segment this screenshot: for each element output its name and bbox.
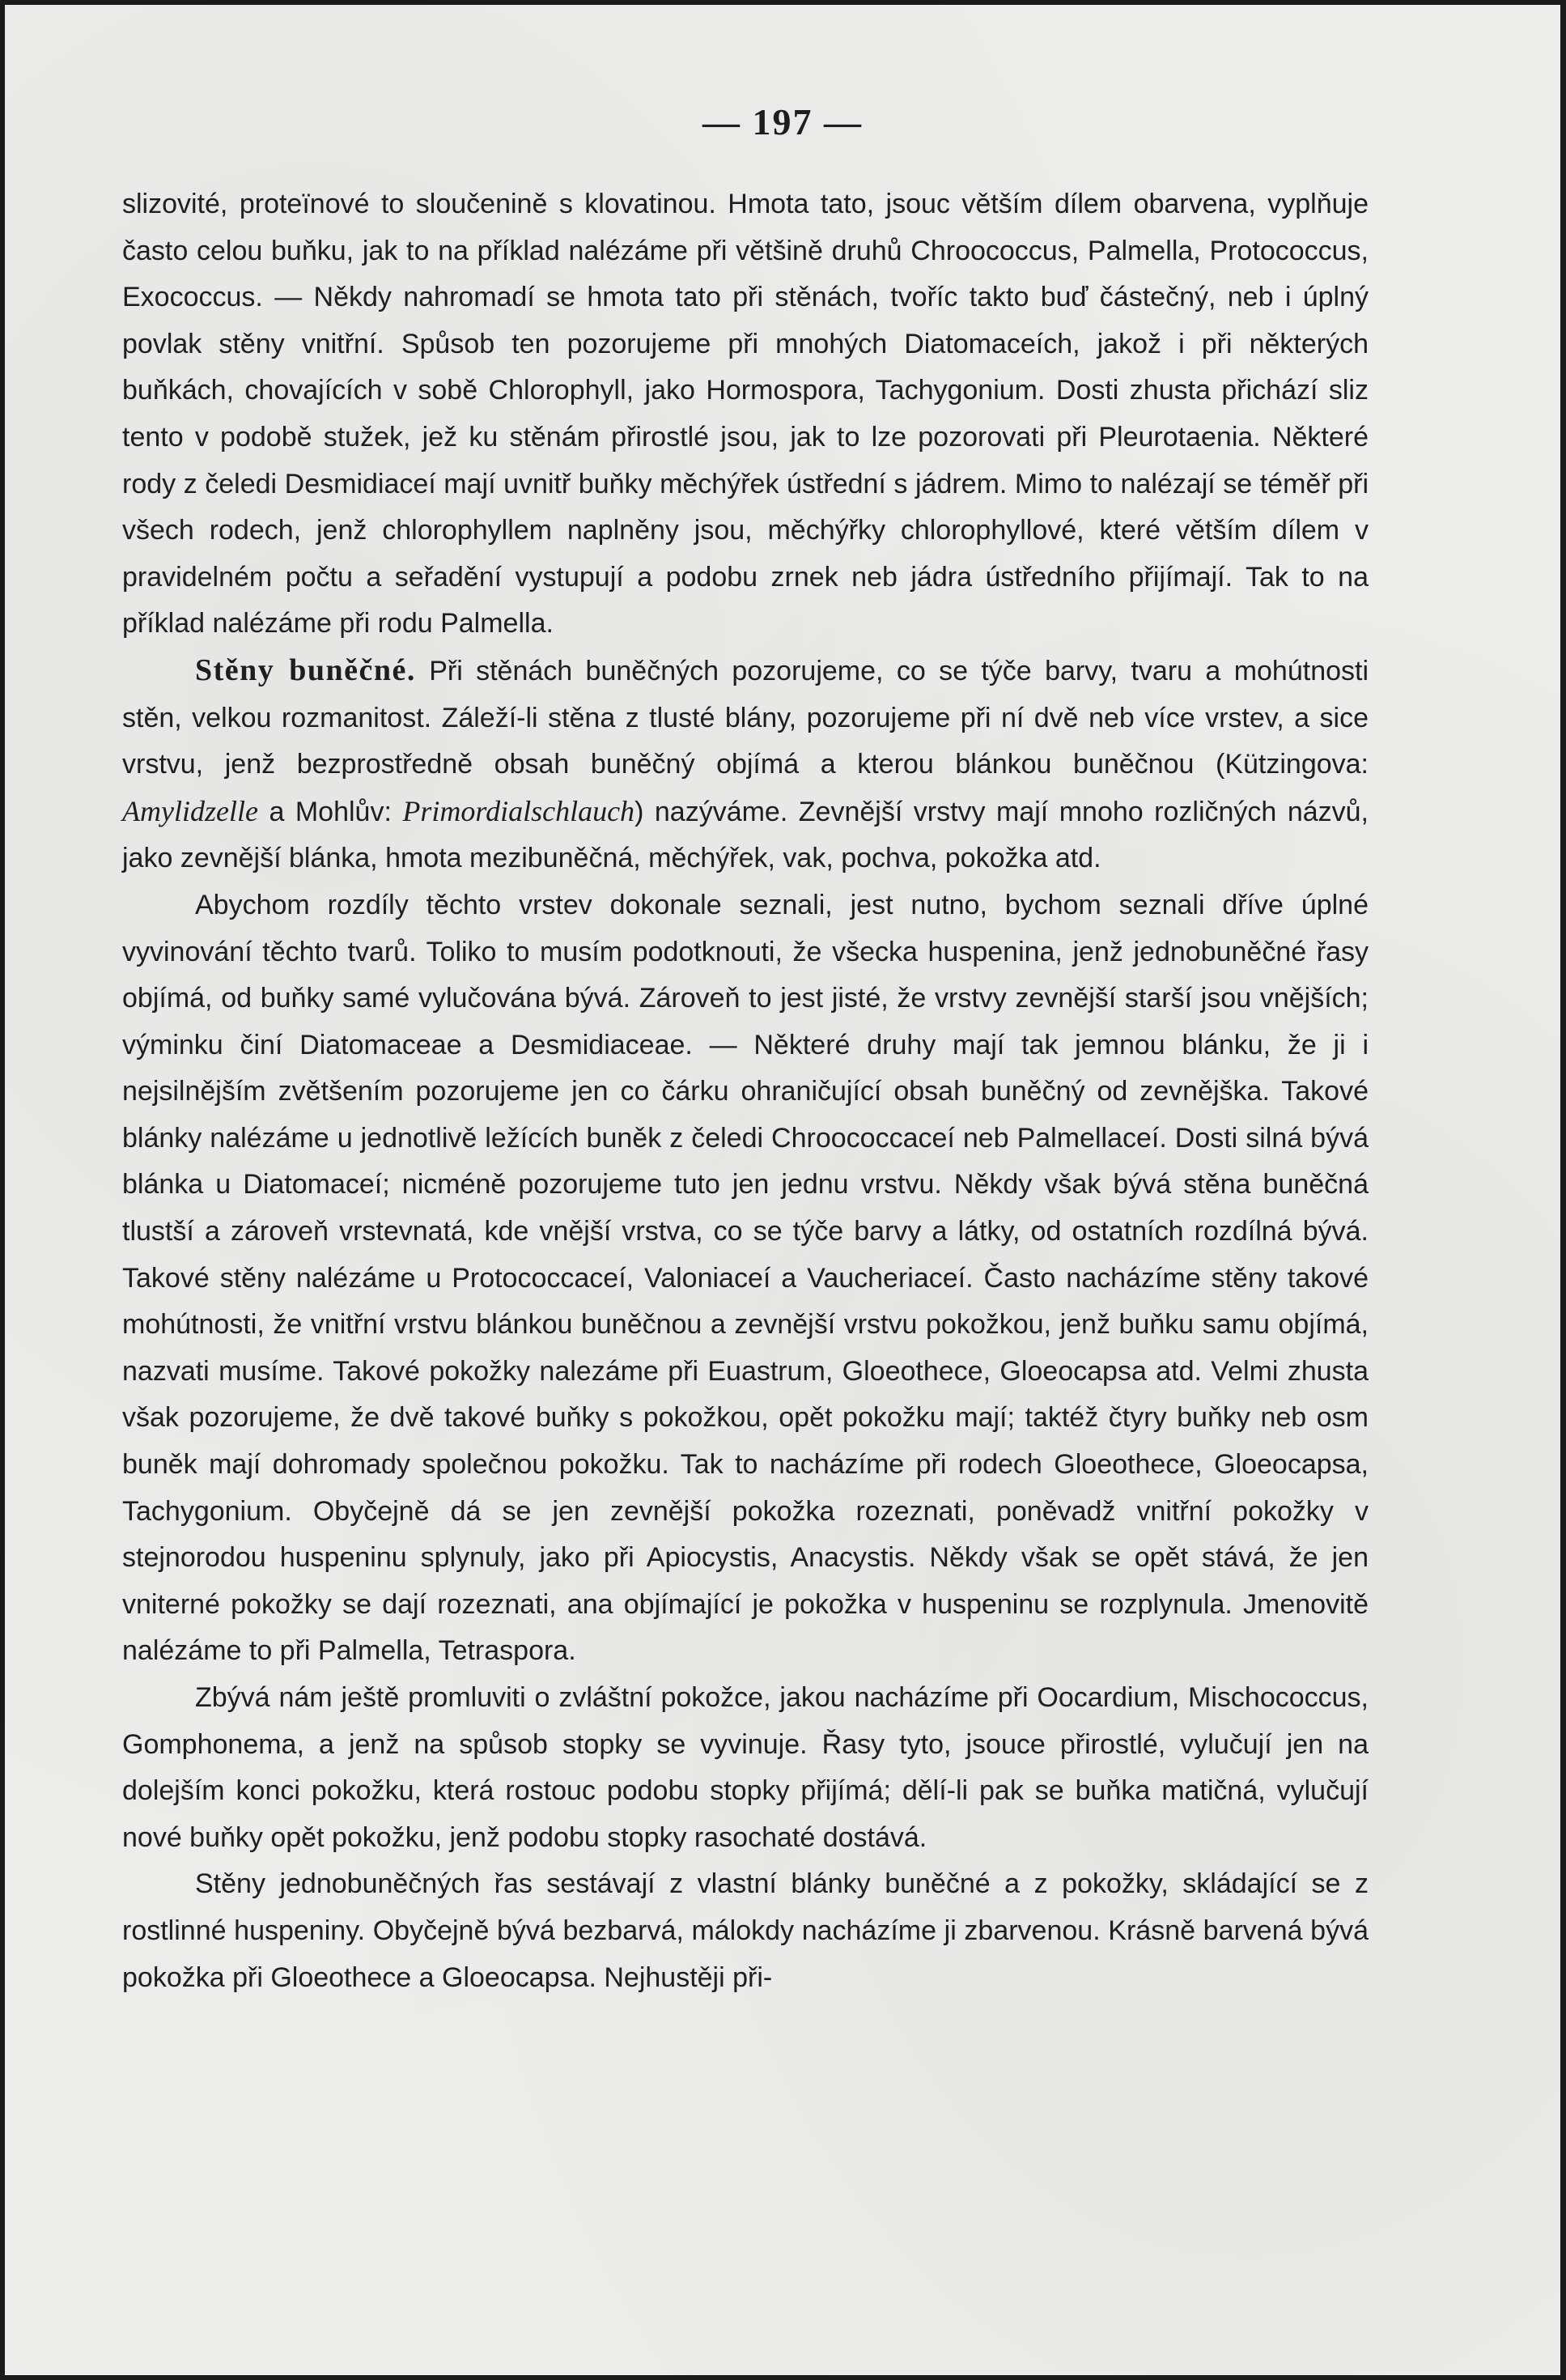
- paragraph-2-text-a: Při stěnách buněčných pozorujeme, co se týče barvy, tvaru a mohútnosti stěn, velkou rozmanitost. Záleží-li stěna z tlusté blány, pozorujeme při ní dvě neb více vrstev, a sice vrstvu, jenž bezprostředně obsah buněčný objímá a kterou blánkou buněčnou (Kützingova:: [122, 655, 1369, 780]
- term-primordialschlauch: Primordialschlauch: [402, 794, 635, 827]
- paragraph-3: Abychom rozdíly těchto vrstev dokonale seznali, jest nutno, bychom seznali dříve úplné vyvinování těchto tvarů. Toliko to musím podotknouti, že všecka huspenina, jenž jednobuněčné řasy objímá, od buňky samé vylučována bývá. Zároveň to jest jisté, že vrstvy zevnější starší jsou vnějších; výminku činí Diatomaceae a Desmidiaceae. — Některé druhy mají tak jemnou blánku, že ji i nejsilnějším zvětšením pozorujeme jen co čárku ohraničující obsah buněčný od zevnějška. Takové blánky nalézáme u jednotlivě ležících buněk z čeledi Chroococcaceí neb Palmellaceí. Dosti silná bývá blánka u Diatomaceí; nicméně pozorujeme tuto jen jednu vrstvu. Někdy však bývá stěna buněčná tlustší a zároveň vrstevnatá, kde vnější vrstva, co se týče barvy a látky, od ostatních rozdílná bývá. Takové stěny nalézáme u Protococcaceí, Valoniaceí a Vaucheriaceí. Často nacházíme stěny takové mohútnosti, že vnitřní vrstvu blánkou buněčnou a zevnější vrstvu pokožkou, jenž buňku samu objímá, nazvati musíme. Takové pokožky nalezáme při Euastrum, Gloeothece, Gloeocapsa atd. Velmi zhusta však pozorujeme, že dvě takové buňky s pokožkou, opět pokožku mají; taktéž čtyry buňky neb osm buněk mají dohromady společnou pokožku. Tak to nacházíme při rodech Gloeothece, Gloeocapsa, Tachygonium. Obyčejně dá se jen zevnější pokožka rozeznati, poněvadž vnitřní pokožky v stejnorodou huspeninu splynuly, jako při Apiocystis, Anacystis. Někdy však se opět stává, že jen vniterné pokožky se dají rozeznati, ana objímající je pokožka v huspeninu se rozplynula. Jmenovitě nalézáme to při Palmella, Tetraspora.: [122, 889, 1369, 1667]
- book-page: [5, 5, 1560, 2375]
- paragraph-4: Zbývá nám ještě promluviti o zvláštní pokožce, jakou nacházíme při Oocardium, Mischococcus, Gomphonema, a jenž na spůsob stopky se vyvinuje. Řasy tyto, jsouce přirostlé, vylučují jen na dolejším konci pokožku, která rostouc podobu stopky přijímá; dělí-li pak se buňka matičná, vylučují nové buňky opět pokožku, jenž podobu stopky rasochaté dostává.: [122, 1682, 1369, 1853]
- paragraph-2: [122, 648, 1369, 882]
- page-number: — 197 —: [702, 101, 863, 142]
- paragraph-2-text-b: a Mohlův:: [269, 796, 392, 827]
- paragraph-2-text-c: ) nazýváme. Zevnější vrstvy mají mnoho rozličných názvů, jako zevnější blánka, hmota mezibuněčná, měchýřek, vak, pochva, pokožka atd.: [122, 796, 1369, 874]
- page-body: [122, 181, 1369, 2001]
- term-amylidzelle: Amylidzelle: [122, 794, 258, 827]
- paragraph-5: Stěny jednobuněčných řas sestávají z vlastní blánky buněčné a z pokožky, skládající se z rostlinné huspeniny. Obyčejně bývá bezbarvá, málokdy nacházíme ji zbarvenou. Krásně barvená bývá pokožka při Gloeothece a Gloeocapsa. Nejhustěji při-: [122, 1868, 1369, 1993]
- section-heading-cell-walls: Stěny buněčné.: [195, 652, 416, 687]
- paragraph-1: slizovité, proteïnové to sloučenině s klovatinou. Hmota tato, jsouc větším dílem obarvena, vyplňuje často celou buňku, jak to na příklad nalézáme při většině druhů Chroococcus, Palmella, Protococcus, Exococcus. — Někdy nahromadí se hmota tato při stěnách, tvoříc takto buď částečný, neb i úplný povlak stěny vnitřní. Spůsob ten pozorujeme při mnohých Diatomaceích, jakož i při některých buňkách, chovajících v sobě Chlorophyll, jako Hormospora, Tachygonium. Dosti zhusta přichází sliz tento v podobě stužek, jež ku stěnám přirostlé jsou, jak to lze pozorovati při Pleurotaenia. Některé rody z čeledi Desmidiaceí mají uvnitř buňky měchýřek ústřední s jádrem. Mimo to nalézají se téměř při všech rodech, jenž chlorophyllem naplněny jsou, měchýřky chlorophyllové, které větším dílem v pravidelném počtu a seřadění vystupují a podobu zrnek neb jádra ústředního přijímají. Tak to na příklad nalézáme při rodu Palmella.: [122, 189, 1369, 640]
